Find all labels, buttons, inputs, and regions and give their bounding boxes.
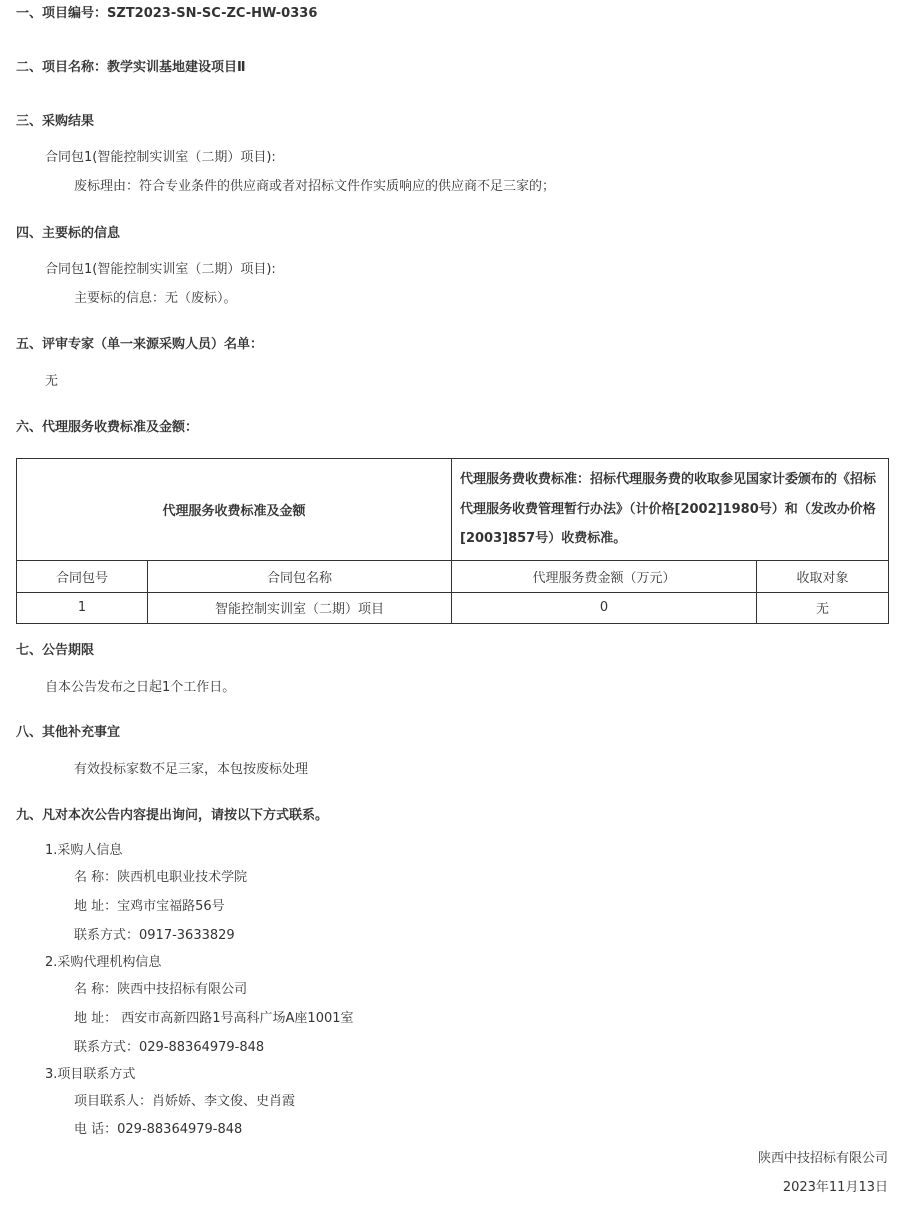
project-number: SZT2023-SN-SC-ZC-HW-0336 [107, 6, 318, 21]
table-row [17, 592, 889, 623]
section-9-title: 九、凡对本次公告内容提出询问，请按以下方式联系。 [16, 808, 329, 823]
table-cell: 智能控制实训室（二期）项目 [148, 592, 452, 623]
column-header: 合同包名称 [148, 560, 452, 592]
section-4-detail: 主要标的信息：无（废标）。 [74, 291, 237, 306]
section-1-title: 一、项目编号： [16, 6, 108, 21]
section-2-heading [16, 60, 246, 76]
section-8-value: 有效投标家数不足三家，本包按废标处理 [74, 762, 309, 777]
column-header: 收取对象 [757, 560, 889, 592]
section-7-title: 七、公告期限 [16, 643, 95, 658]
table-cell: 1 [17, 592, 148, 623]
table-cell: 无 [757, 592, 889, 623]
section-3-package: 合同包1(智能控制实训室（二期）项目): [45, 150, 276, 165]
section-3-title: 三、采购结果 [16, 114, 95, 129]
section-5-value: 无 [45, 374, 59, 389]
section-5-title: 五、评审专家（单一来源采购人员）名单： [16, 337, 264, 352]
fee-table-header-row [17, 459, 889, 561]
contact-heading: 3.项目联系方式 [45, 1067, 136, 1082]
column-header: 合同包号 [17, 560, 148, 592]
agency-phone: 联系方式：029-88364979-848 [74, 1040, 265, 1055]
section-2-title: 二、项目名称： [16, 60, 108, 75]
section-4-package: 合同包1(智能控制实训室（二期）项目): [45, 262, 276, 277]
buyer-phone: 联系方式：0917-3633829 [74, 928, 235, 943]
footer-date: 2023年11月13日 [782, 1180, 888, 1195]
section-1-heading [16, 6, 317, 22]
buyer-name: 名 称：陕西机电职业技术学院 [74, 870, 248, 885]
buyer-heading: 1.采购人信息 [45, 843, 123, 858]
contact-phone: 电 话：029-88364979-848 [74, 1122, 243, 1137]
fee-table-left-header: 代理服务收费标准及金额 [17, 459, 452, 561]
section-8-title: 八、其他补充事宜 [16, 725, 121, 740]
footer-company: 陕西中技招标有限公司 [757, 1151, 888, 1166]
fee-table-column-row [17, 560, 889, 592]
buyer-address: 地 址：宝鸡市宝福路56号 [74, 899, 225, 914]
agency-address: 地 址： 西安市高新四路1号高科广场A座1001室 [74, 1011, 354, 1026]
table-cell: 0 [452, 592, 757, 623]
fee-standard-text: 代理服务费收费标准：招标代理服务费的收取参见国家计委颁布的《招标代理服务收费管理暂行办法》（计价格[2002]1980号）和（发改办价格[2003]857号）收费标准。 [452, 459, 889, 561]
section-4-title: 四、主要标的信息 [16, 226, 121, 241]
section-6-title: 六、代理服务收费标准及金额： [16, 420, 199, 435]
project-name: 教学实训基地建设项目Ⅱ [107, 60, 246, 75]
fee-table [16, 458, 889, 624]
column-header: 代理服务费金额（万元） [452, 560, 757, 592]
contact-persons: 项目联系人：肖娇娇、李文俊、史肖霞 [74, 1094, 296, 1109]
section-3-detail: 废标理由：符合专业条件的供应商或者对招标文件作实质响应的供应商不足三家的； [74, 179, 556, 194]
agency-name: 名 称：陕西中技招标有限公司 [74, 982, 248, 997]
section-7-value: 自本公告发布之日起1个工作日。 [45, 680, 236, 695]
agency-heading: 2.采购代理机构信息 [45, 955, 162, 970]
